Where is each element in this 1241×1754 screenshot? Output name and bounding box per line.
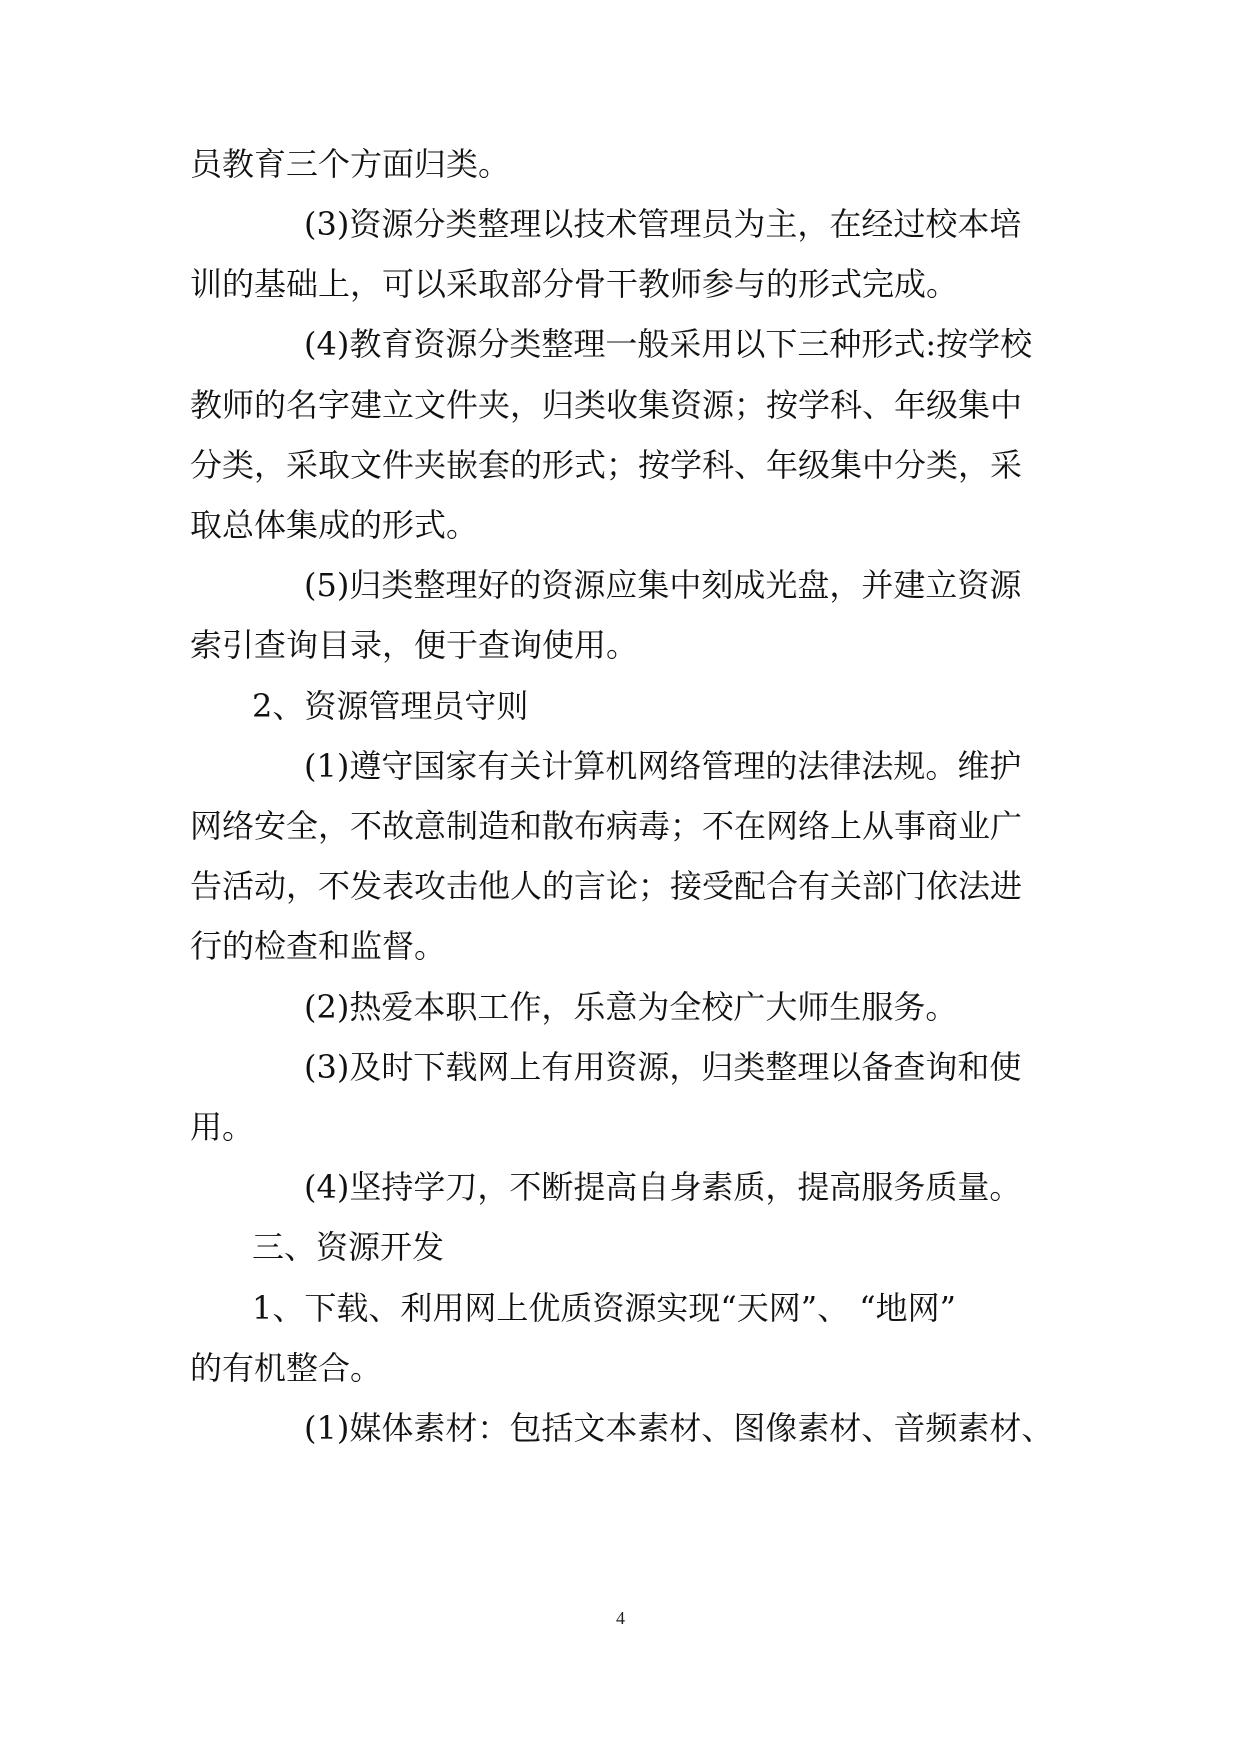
text-line: (2)热爱本职工作，乐意为全校广大师生服务。 [304, 988, 958, 1026]
text-line: 分类，采取文件夹嵌套的形式；按学科、年级集中分类，采 [190, 446, 1023, 484]
text-line: 的有机整合。 [190, 1349, 383, 1387]
text-line: 员教育三个方面归类。 [190, 145, 511, 183]
text-line: (3)资源分类整理以技术管理员为主，在经过校本培 [304, 205, 1022, 243]
text-line: 网络安全，不故意制造和散布病毒；不在网络上从事商业广 [190, 807, 1023, 845]
text-line: (1)遵守国家有关计算机网络管理的法律法规。维护 [304, 747, 1022, 785]
page-number: 4 [616, 1608, 625, 1628]
text-line: (5)归类整理好的资源应集中刻成光盘，并建立资源 [304, 566, 1022, 604]
text-line: 取总体集成的形式。 [190, 506, 479, 544]
text-line: 索引查询目录，便于查询使用。 [190, 626, 639, 664]
text-line: (4)坚持学刀，不断提高自身素质，提高服务质量。 [304, 1168, 1022, 1206]
text-line: 告活动，不发表攻击他人的言论；接受配合有关部门依法进 [190, 867, 1023, 905]
text-line: (4)教育资源分类整理一般采用以下三种形式:按学校 [304, 325, 1033, 363]
section-heading: 2、资源管理员守则 [252, 687, 529, 725]
text-line: 行的检查和监督。 [190, 927, 447, 965]
section-heading: 三、资源开发 [252, 1228, 445, 1266]
text-line: 教师的名字建立文件夹，归类收集资源；按学科、年级集中 [190, 386, 1023, 424]
text-line: 训的基础上，可以采取部分骨干教师参与的形式完成。 [190, 265, 959, 303]
text-line: 用。 [190, 1108, 255, 1146]
text-line: (3)及时下载网上有用资源，归类整理以备查询和使 [304, 1048, 1022, 1086]
text-line: (1)媒体素材：包括文本素材、图像素材、音频素材、 [304, 1409, 1054, 1447]
text-line: 1、下载、利用网上优质资源实现“天网”、 “地网” [252, 1289, 956, 1327]
